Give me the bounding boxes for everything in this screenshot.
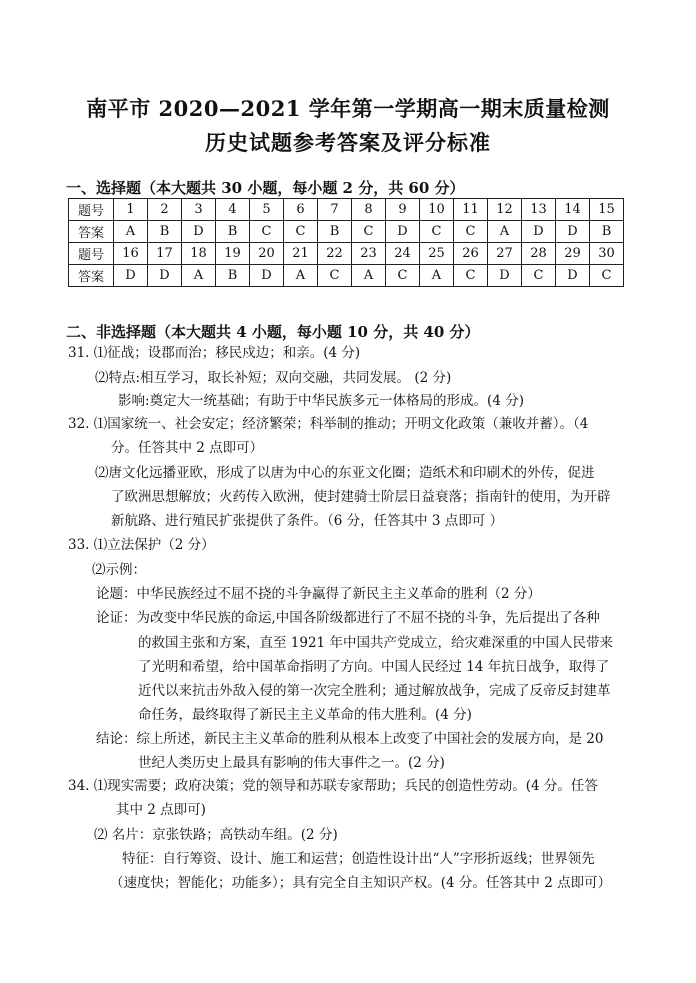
answer-line: 世纪人类历史上最具有影响的伟大事件之一。(2 分) xyxy=(138,755,445,771)
answer-table-row xyxy=(69,221,624,243)
answer-line: 分。任答其中 2 点即可） xyxy=(111,440,264,456)
answer-cell: 14 xyxy=(556,199,590,221)
answer-cell: 26 xyxy=(454,243,488,265)
answer-cell: B xyxy=(216,221,250,243)
answer-cell: 3 xyxy=(182,199,216,221)
row-label: 答案 xyxy=(69,221,114,243)
answer-cell: C xyxy=(284,221,318,243)
answer-cell: 18 xyxy=(182,243,216,265)
answer-table-row xyxy=(69,265,624,287)
answer-cell: C xyxy=(522,265,556,287)
answer-cell: 20 xyxy=(250,243,284,265)
answer-line: （速度快；智能化；功能多）；具有完全自主知识产权。(4 分。任答其中 2 点即可） xyxy=(110,875,612,891)
answer-cell: 29 xyxy=(556,243,590,265)
answer-line: 新航路、进行殖民扩张提供了条件。（6 分，任答其中 3 点即可 ） xyxy=(111,513,504,529)
answer-cell: D xyxy=(556,221,590,243)
answer-table-row xyxy=(69,199,624,221)
answer-cell: 25 xyxy=(420,243,454,265)
answer-line: ⑵唐文化远播亚欧，形成了以唐为中心的东亚文化圈；造纸术和印刷术的外传，促进 xyxy=(95,465,595,481)
answer-line: 命任务，最终取得了新民主主义革命的伟大胜利。(4 分) xyxy=(138,707,472,723)
answer-cell: 7 xyxy=(318,199,352,221)
answer-cell: 24 xyxy=(386,243,420,265)
answer-cell: 9 xyxy=(386,199,420,221)
section-2-heading: 二、非选择题（本大题共 4 小题，每小题 10 分，共 40 分） xyxy=(66,323,480,341)
answer-cell: 8 xyxy=(352,199,386,221)
answer-line: ⑵特点:相互学习，取长补短；双向交融，共同发展。 (2 分) xyxy=(95,370,452,386)
answer-line: 其中 2 点即可) xyxy=(116,802,206,818)
answer-cell: B xyxy=(148,221,182,243)
answer-cell: A xyxy=(352,265,386,287)
answer-cell: C xyxy=(420,221,454,243)
answer-line: 的救国主张和方案，直至 1921 年中国共产党成立，给灾难深重的中国人民带来 xyxy=(138,635,613,651)
answer-cell: 6 xyxy=(284,199,318,221)
answer-cell: C xyxy=(386,265,420,287)
title-line-1: 南平市 2020—2021 学年第一学期高一期末质量检测 xyxy=(86,96,610,121)
answer-table-row xyxy=(69,243,624,265)
answer-cell: 11 xyxy=(454,199,488,221)
answer-cell: 2 xyxy=(148,199,182,221)
answer-cell: C xyxy=(352,221,386,243)
answer-cell: 28 xyxy=(522,243,556,265)
answer-cell: A xyxy=(488,221,522,243)
answer-cell: C xyxy=(250,221,284,243)
answer-cell: 15 xyxy=(590,199,624,221)
answer-cell: B xyxy=(590,221,624,243)
row-label: 题号 xyxy=(69,199,114,221)
answer-line: 33. ⑴立法保护（2 分） xyxy=(68,537,215,553)
answer-cell: D xyxy=(148,265,182,287)
answer-cell: C xyxy=(590,265,624,287)
answer-cell: 16 xyxy=(114,243,148,265)
answer-cell: 12 xyxy=(488,199,522,221)
answer-cell: D xyxy=(114,265,148,287)
answer-cell: 5 xyxy=(250,199,284,221)
answer-line: 特征：自行筹资、设计、施工和运营；创造性设计出“人”字形折返线；世界领先 xyxy=(122,851,595,867)
answer-line: 了光明和希望，给中国革命指明了方向。中国人民经过 14 年抗日战争，取得了 xyxy=(138,659,610,675)
answer-cell: 10 xyxy=(420,199,454,221)
answer-line: 影响:奠定大一统基础；有助于中华民族多元一体格局的形成。(4 分) xyxy=(118,393,524,409)
answer-cell: B xyxy=(216,265,250,287)
answer-cell: A xyxy=(284,265,318,287)
answer-line: 近代以来抗击外敌入侵的第一次完全胜利；通过解放战争，完成了反帝反封建革 xyxy=(138,683,611,699)
answer-line: 结论：综上所述，新民主主义革命的胜利从根本上改变了中国社会的发展方向，是 20 xyxy=(96,731,604,747)
answer-table xyxy=(68,198,624,287)
row-label: 答案 xyxy=(69,265,114,287)
answer-cell: D xyxy=(522,221,556,243)
answer-cell: A xyxy=(420,265,454,287)
answer-cell: D xyxy=(182,221,216,243)
answer-line: 31. ⑴征战；设郡而治；移民戍边；和亲。(4 分) xyxy=(68,345,361,361)
answer-cell: 4 xyxy=(216,199,250,221)
section-1-heading: 一、选择题（本大题共 30 小题，每小题 2 分，共 60 分） xyxy=(66,179,465,197)
answer-cell: 21 xyxy=(284,243,318,265)
answer-line: 论题：中华民族经过不屈不挠的斗争赢得了新民主主义革命的胜利（2 分） xyxy=(96,586,541,602)
answer-cell: C xyxy=(318,265,352,287)
answer-cell: C xyxy=(454,221,488,243)
answer-cell: C xyxy=(454,265,488,287)
answer-line: 34. ⑴现实需要；政府决策；党的领导和苏联专家帮助；兵民的创造性劳动。(4 分。任答 xyxy=(68,778,598,794)
answer-line: 了欧洲思想解放；火药传入欧洲，使封建骑士阶层日益衰落；指南针的使用，为开辟 xyxy=(111,489,611,505)
answer-cell: 17 xyxy=(148,243,182,265)
answer-line: 32. ⑴国家统一、社会安定；经济繁荣；科举制的推动；开明文化政策（兼收并蓄）。（4 xyxy=(68,416,589,432)
answer-cell: D xyxy=(556,265,590,287)
answer-line: ⑵ 名片：京张铁路；高铁动车组。(2 分) xyxy=(94,827,338,843)
row-label: 题号 xyxy=(69,243,114,265)
answer-cell: D xyxy=(386,221,420,243)
answer-cell: 19 xyxy=(216,243,250,265)
answer-line: ⑵示例： xyxy=(92,562,146,578)
answer-cell: 13 xyxy=(522,199,556,221)
answer-cell: 22 xyxy=(318,243,352,265)
answer-cell: 1 xyxy=(114,199,148,221)
answer-cell: D xyxy=(250,265,284,287)
answer-cell: 30 xyxy=(590,243,624,265)
answer-line: 论证：为改变中华民族的命运,中国各阶级都进行了不屈不挠的斗争，先后提出了各种 xyxy=(96,610,600,626)
answer-cell: D xyxy=(488,265,522,287)
answer-cell: B xyxy=(318,221,352,243)
title-line-2: 历史试题参考答案及评分标准 xyxy=(205,130,491,155)
answer-cell: A xyxy=(114,221,148,243)
answer-cell: 27 xyxy=(488,243,522,265)
answer-cell: A xyxy=(182,265,216,287)
answer-cell: 23 xyxy=(352,243,386,265)
